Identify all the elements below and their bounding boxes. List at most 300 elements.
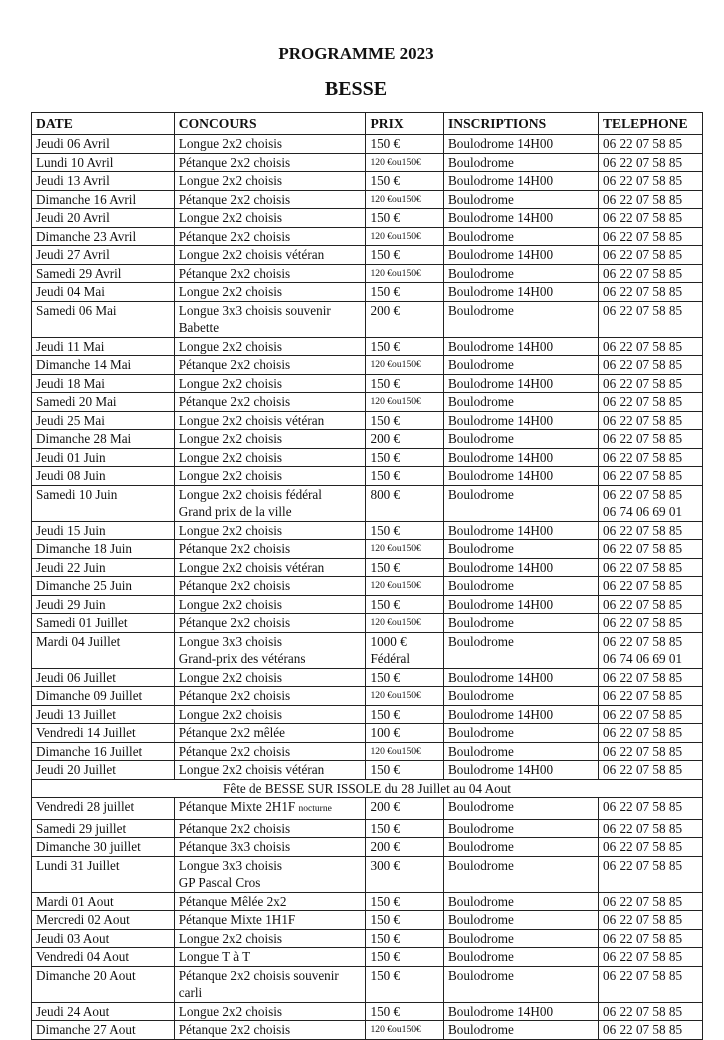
telephone-text: 06 22 07 58 85 (602, 820, 683, 836)
date-cell (32, 819, 175, 838)
date-text: Samedi 10 Juin (36, 486, 118, 502)
prix-text: 150 € (370, 893, 401, 909)
telephone-cell (598, 724, 702, 743)
date-text: Samedi 06 Mai (36, 302, 117, 318)
date-cell (32, 467, 175, 486)
concours-cell (174, 190, 366, 209)
prix-text: 150 € (370, 949, 401, 964)
date-cell (32, 153, 175, 172)
concours-text: Longue 2x2 choisis vétéran (178, 762, 325, 777)
table-row (32, 209, 703, 228)
date-cell (32, 558, 175, 577)
telephone-cell (598, 668, 702, 687)
inscriptions-text: Boulodrome (447, 743, 514, 759)
inscriptions-cell (443, 356, 598, 375)
date-text: Jeudi 13 Juillet (36, 706, 116, 722)
telephone-cell (598, 467, 702, 486)
concours-text: Pétanque 2x2 choisis (178, 820, 291, 836)
telephone-text: 06 22 07 58 85 (602, 486, 683, 502)
date-cell (32, 687, 175, 706)
inscriptions-text: Boulodrome (447, 541, 514, 556)
telephone-cell (598, 485, 702, 521)
prix-text: 150 € (370, 596, 401, 612)
date-text: Lundi 31 Juillet (36, 857, 120, 873)
telephone-cell (598, 448, 702, 467)
date-cell (32, 742, 175, 761)
date-cell (32, 948, 175, 967)
telephone-text: 06 22 07 58 85 (602, 357, 683, 372)
prix-cell (366, 929, 444, 948)
telephone-text: 06 22 07 58 85 (602, 1003, 683, 1019)
inscriptions-cell (443, 892, 598, 911)
concours-text: Longue 2x2 choisis (178, 596, 283, 612)
prix-text: 120 €ou150€ (370, 156, 421, 168)
date-cell (32, 190, 175, 209)
date-text: Jeudi 18 Mai (36, 375, 105, 391)
concours-cell (174, 632, 366, 668)
date-cell (32, 430, 175, 449)
inscriptions-cell (443, 856, 598, 892)
prix-cell (366, 798, 444, 820)
inscriptions-cell (443, 135, 598, 154)
prix-cell (366, 911, 444, 930)
inscriptions-text: Boulodrome (447, 431, 514, 446)
telephone-text: 06 22 07 58 85 (602, 930, 683, 946)
date-text: Dimanche 20 Aout (36, 967, 136, 983)
date-cell (32, 374, 175, 393)
telephone-cell (598, 577, 702, 596)
concours-text: Pétanque 2x2 mêlée (178, 725, 285, 740)
date-text: Jeudi 24 Aout (36, 1003, 110, 1019)
concours-text: Pétanque 2x2 choisis (178, 541, 291, 556)
date-text: Vendredi 04 Aout (36, 949, 130, 964)
column-header-prix: PRIX (366, 113, 444, 135)
telephone-cell (598, 521, 702, 540)
prix-text: 120 €ou150€ (370, 396, 421, 407)
date-text: Dimanche 18 Juin (36, 541, 132, 556)
date-cell (32, 209, 175, 228)
table-row (32, 393, 703, 412)
prix-text: 150 € (370, 706, 401, 722)
date-text: Jeudi 15 Juin (36, 522, 106, 538)
date-text: Dimanche 27 Aout (36, 1022, 136, 1037)
prix-text: 150 € (370, 522, 401, 538)
concours-text: Pétanque 2x2 choisis (178, 357, 291, 372)
date-cell (32, 356, 175, 375)
inscriptions-cell (443, 190, 598, 209)
inscriptions-text: Boulodrome (447, 191, 514, 207)
telephone-text: 06 22 07 58 85 (602, 468, 683, 483)
date-text: Jeudi 20 Avril (36, 210, 110, 225)
telephone-cell (598, 856, 702, 892)
concours-cell (174, 966, 366, 1002)
inscriptions-text: Boulodrome (447, 930, 514, 946)
prix-text: 150 € (370, 820, 401, 836)
telephone-cell (598, 430, 702, 449)
table-row (32, 856, 703, 892)
concours-text: Pétanque 2x2 choisis (178, 154, 291, 170)
inscriptions-text: Boulodrome (447, 967, 514, 983)
prix-text: 150 € (370, 338, 401, 354)
concours-cell (174, 283, 366, 302)
concours-cell (174, 856, 366, 892)
inscriptions-cell (443, 1002, 598, 1021)
telephone-cell (598, 948, 702, 967)
inscriptions-cell (443, 448, 598, 467)
concours-text: Pétanque 2x2 choisis (178, 688, 291, 703)
date-text: Samedi 01 Juillet (36, 615, 128, 630)
inscriptions-text: Boulodrome (447, 578, 514, 593)
prix-text: 120 €ou150€ (370, 1024, 421, 1035)
date-cell (32, 798, 175, 820)
telephone-text: 06 22 07 58 85 (602, 633, 683, 649)
table-row (32, 705, 703, 724)
telephone-cell (598, 892, 702, 911)
date-cell (32, 393, 175, 412)
concours-cell (174, 411, 366, 430)
date-cell (32, 705, 175, 724)
inscriptions-text: Boulodrome (447, 1022, 514, 1037)
prix-text: 150 € (370, 449, 401, 465)
inscriptions-text: Boulodrome 14H00 (447, 375, 554, 391)
telephone-cell (598, 374, 702, 393)
table-row (32, 246, 703, 265)
date-cell (32, 966, 175, 1002)
inscriptions-cell (443, 595, 598, 614)
prix-text: 150 € (370, 930, 401, 946)
prix-cell (366, 687, 444, 706)
concours-text: Longue 2x2 choisis vétéran (178, 559, 325, 575)
concours-text: Longue 2x2 choisis (178, 449, 283, 465)
inscriptions-cell (443, 577, 598, 596)
telephone-text: 06 22 07 58 85 (602, 743, 683, 759)
table-row (32, 540, 703, 559)
concours-text: Pétanque 2x2 choisis (178, 743, 291, 759)
date-text: Vendredi 28 juillet (36, 799, 135, 814)
prix-cell (366, 705, 444, 724)
table-row (32, 911, 703, 930)
date-cell (32, 614, 175, 633)
prix-cell (366, 724, 444, 743)
telephone-text-line2: 06 74 06 69 01 (602, 504, 683, 519)
prix-text: 120 €ou150€ (370, 267, 421, 279)
telephone-cell (598, 246, 702, 265)
telephone-text: 06 22 07 58 85 (602, 338, 683, 354)
telephone-cell (598, 614, 702, 633)
inscriptions-text: Boulodrome (447, 615, 514, 630)
concours-text: Longue 2x2 choisis (178, 468, 283, 483)
telephone-text: 06 22 07 58 85 (602, 967, 683, 983)
concours-text: Longue 3x3 choisis (178, 857, 283, 873)
concours-text: Longue 3x3 choisis souvenir (178, 302, 331, 318)
concours-text: Longue 2x2 choisis (178, 669, 283, 685)
prix-cell (366, 337, 444, 356)
concours-cell (174, 356, 366, 375)
date-cell (32, 595, 175, 614)
telephone-text: 06 22 07 58 85 (602, 284, 683, 299)
column-header-concours: CONCOURS (174, 113, 366, 135)
date-cell (32, 577, 175, 596)
inscriptions-text: Boulodrome (447, 725, 514, 740)
inscriptions-cell (443, 687, 598, 706)
prix-cell (366, 1021, 444, 1040)
prix-text: 150 € (370, 412, 401, 428)
date-text: Lundi 10 Avril (36, 154, 114, 170)
concours-text-line2: Grand-prix des vétérans (178, 651, 306, 666)
table-row (32, 190, 703, 209)
telephone-text: 06 22 07 58 85 (602, 449, 683, 465)
table-body (32, 135, 703, 1040)
date-cell (32, 337, 175, 356)
table-row (32, 301, 703, 337)
prix-text: 300 € (370, 857, 401, 873)
prix-text: 150 € (370, 1003, 401, 1019)
table-row (32, 411, 703, 430)
prix-cell (366, 819, 444, 838)
prix-cell (366, 1002, 444, 1021)
date-cell (32, 135, 175, 154)
date-text: Jeudi 29 Juin (36, 596, 106, 612)
table-row (32, 687, 703, 706)
concours-text-line2: GP Pascal Cros (178, 875, 261, 890)
prix-cell (366, 374, 444, 393)
telephone-cell (598, 838, 702, 857)
telephone-cell (598, 632, 702, 668)
prix-text: 120 €ou150€ (370, 230, 421, 242)
inscriptions-text: Boulodrome (447, 839, 514, 854)
telephone-text: 06 22 07 58 85 (602, 762, 683, 777)
concours-cell (174, 135, 366, 154)
concours-text: Pétanque Mixte 1H1F (178, 912, 296, 927)
concours-cell (174, 301, 366, 337)
telephone-text: 06 22 07 58 85 (602, 949, 683, 964)
prix-text: 150 € (370, 284, 401, 299)
concours-cell (174, 724, 366, 743)
concours-text: Pétanque 2x2 choisis (178, 394, 291, 409)
concours-cell (174, 393, 366, 412)
date-text: Jeudi 22 Juin (36, 559, 106, 575)
table-row (32, 798, 703, 820)
table-row (32, 227, 703, 246)
telephone-cell (598, 393, 702, 412)
concours-text: Pétanque 3x3 choisis (178, 839, 291, 854)
concours-text: Longue 2x2 choisis fédéral (178, 486, 322, 502)
prix-cell (366, 301, 444, 337)
concours-text: Longue 2x2 choisis (178, 210, 283, 225)
date-text: Dimanche 16 Juillet (36, 743, 143, 759)
inscriptions-cell (443, 301, 598, 337)
inscriptions-text: Boulodrome (447, 688, 514, 703)
inscriptions-cell (443, 264, 598, 283)
table-row (32, 558, 703, 577)
column-header-telephone: TELEPHONE (598, 113, 702, 135)
telephone-text: 06 22 07 58 85 (602, 541, 683, 556)
prix-cell (366, 948, 444, 967)
table-row (32, 595, 703, 614)
telephone-text: 06 22 07 58 85 (602, 799, 683, 814)
inscriptions-cell (443, 337, 598, 356)
inscriptions-text: Boulodrome 14H00 (447, 247, 554, 262)
telephone-text: 06 22 07 58 85 (602, 615, 683, 630)
concours-note: nocturne (298, 804, 332, 814)
concours-cell (174, 172, 366, 191)
table-row (32, 264, 703, 283)
prix-text: 150 € (370, 669, 401, 685)
inscriptions-text: Boulodrome 14H00 (447, 136, 554, 151)
date-cell (32, 1002, 175, 1021)
telephone-text: 06 22 07 58 85 (602, 912, 683, 927)
inscriptions-text: Boulodrome (447, 820, 514, 836)
table-row (32, 448, 703, 467)
prix-cell (366, 430, 444, 449)
page-subtitle: BESSE (324, 78, 388, 100)
concours-cell (174, 948, 366, 967)
date-cell (32, 411, 175, 430)
table-row (32, 374, 703, 393)
inscriptions-text: Boulodrome (447, 357, 514, 372)
telephone-cell (598, 227, 702, 246)
prix-cell (366, 856, 444, 892)
date-text: Jeudi 08 Juin (36, 468, 106, 483)
telephone-cell (598, 1002, 702, 1021)
telephone-cell (598, 301, 702, 337)
prix-text: 150 € (370, 136, 401, 151)
telephone-text: 06 22 07 58 85 (602, 431, 683, 446)
prix-cell (366, 135, 444, 154)
inscriptions-cell (443, 819, 598, 838)
inscriptions-cell (443, 467, 598, 486)
telephone-cell (598, 761, 702, 780)
inscriptions-cell (443, 283, 598, 302)
inscriptions-cell (443, 246, 598, 265)
concours-cell (174, 1002, 366, 1021)
prix-cell (366, 521, 444, 540)
date-cell (32, 540, 175, 559)
prix-cell (366, 668, 444, 687)
table-row (32, 966, 703, 1002)
prix-text: 800 € (370, 486, 401, 502)
inscriptions-cell (443, 966, 598, 1002)
telephone-text: 06 22 07 58 85 (602, 136, 683, 151)
date-text: Jeudi 25 Mai (36, 412, 105, 428)
prix-cell (366, 209, 444, 228)
prix-cell (366, 448, 444, 467)
inscriptions-cell (443, 1021, 598, 1040)
table-row (32, 614, 703, 633)
concours-cell (174, 337, 366, 356)
inscriptions-cell (443, 172, 598, 191)
table-row (32, 356, 703, 375)
column-header-date: DATE (32, 113, 175, 135)
table-row (32, 892, 703, 911)
concours-text-line2: carli (178, 985, 203, 1000)
date-cell (32, 1021, 175, 1040)
inscriptions-cell (443, 393, 598, 412)
concours-cell (174, 374, 366, 393)
inscriptions-cell (443, 798, 598, 820)
concours-cell (174, 209, 366, 228)
date-text: Jeudi 27 Avril (36, 247, 110, 262)
telephone-text: 06 22 07 58 85 (602, 839, 683, 854)
prix-text: 120 €ou150€ (370, 745, 421, 757)
date-text: Dimanche 23 Avril (36, 228, 137, 244)
inscriptions-text: Boulodrome (447, 486, 514, 502)
prix-cell (366, 892, 444, 911)
concours-text: Longue T à T (178, 949, 251, 964)
telephone-cell (598, 911, 702, 930)
prix-cell (366, 485, 444, 521)
inscriptions-text: Boulodrome (447, 302, 514, 318)
prix-text: 120 €ou150€ (370, 580, 421, 591)
prix-text: 150 € (370, 762, 401, 777)
telephone-cell (598, 153, 702, 172)
concours-text: Pétanque 2x2 choisis (178, 1022, 291, 1037)
date-cell (32, 668, 175, 687)
inscriptions-text: Boulodrome 14H00 (447, 284, 554, 299)
table-row (32, 337, 703, 356)
prix-text: 150 € (370, 210, 401, 225)
prix-text: 150 € (370, 173, 401, 188)
inscriptions-cell (443, 668, 598, 687)
telephone-cell (598, 819, 702, 838)
prix-text: 150 € (370, 912, 401, 927)
prix-cell (366, 264, 444, 283)
inscriptions-text: Boulodrome 14H00 (447, 706, 554, 722)
prix-cell (366, 393, 444, 412)
inscriptions-text: Boulodrome 14H00 (447, 669, 554, 685)
telephone-text: 06 22 07 58 85 (602, 857, 683, 873)
concours-text-line2: Grand prix de la ville (178, 504, 292, 519)
telephone-cell (598, 595, 702, 614)
inscriptions-cell (443, 540, 598, 559)
date-text: Jeudi 04 Mai (36, 284, 105, 299)
inscriptions-text: Boulodrome 14H00 (447, 210, 554, 225)
table-header-row (32, 113, 703, 135)
inscriptions-text: Boulodrome (447, 154, 514, 170)
concours-text: Longue 2x2 choisis (178, 706, 283, 722)
concours-cell (174, 819, 366, 838)
telephone-text: 06 22 07 58 85 (602, 173, 683, 188)
concours-cell (174, 742, 366, 761)
concours-cell (174, 264, 366, 283)
table-row (32, 153, 703, 172)
inscriptions-cell (443, 411, 598, 430)
concours-cell (174, 521, 366, 540)
prix-text: 120 €ou150€ (370, 193, 421, 205)
date-cell (32, 301, 175, 337)
concours-text: Pétanque Mixte 2H1F (178, 799, 296, 814)
inscriptions-cell (443, 929, 598, 948)
prix-text: 120 €ou150€ (370, 690, 421, 701)
concours-text: Longue 2x2 choisis (178, 1003, 283, 1019)
telephone-text: 06 22 07 58 85 (602, 578, 683, 593)
table-row (32, 929, 703, 948)
prix-text: 120 €ou150€ (370, 617, 421, 628)
table-row (32, 135, 703, 154)
telephone-text: 06 22 07 58 85 (602, 596, 683, 612)
inscriptions-text: Boulodrome 14H00 (447, 449, 554, 465)
prix-text: 200 € (370, 302, 401, 318)
date-cell (32, 632, 175, 668)
concours-cell (174, 540, 366, 559)
inscriptions-text: Boulodrome (447, 949, 514, 964)
date-text: Samedi 29 Avril (36, 265, 122, 281)
date-cell (32, 856, 175, 892)
concours-cell (174, 614, 366, 633)
prix-text: 200 € (370, 839, 401, 854)
date-cell (32, 283, 175, 302)
concours-cell (174, 687, 366, 706)
